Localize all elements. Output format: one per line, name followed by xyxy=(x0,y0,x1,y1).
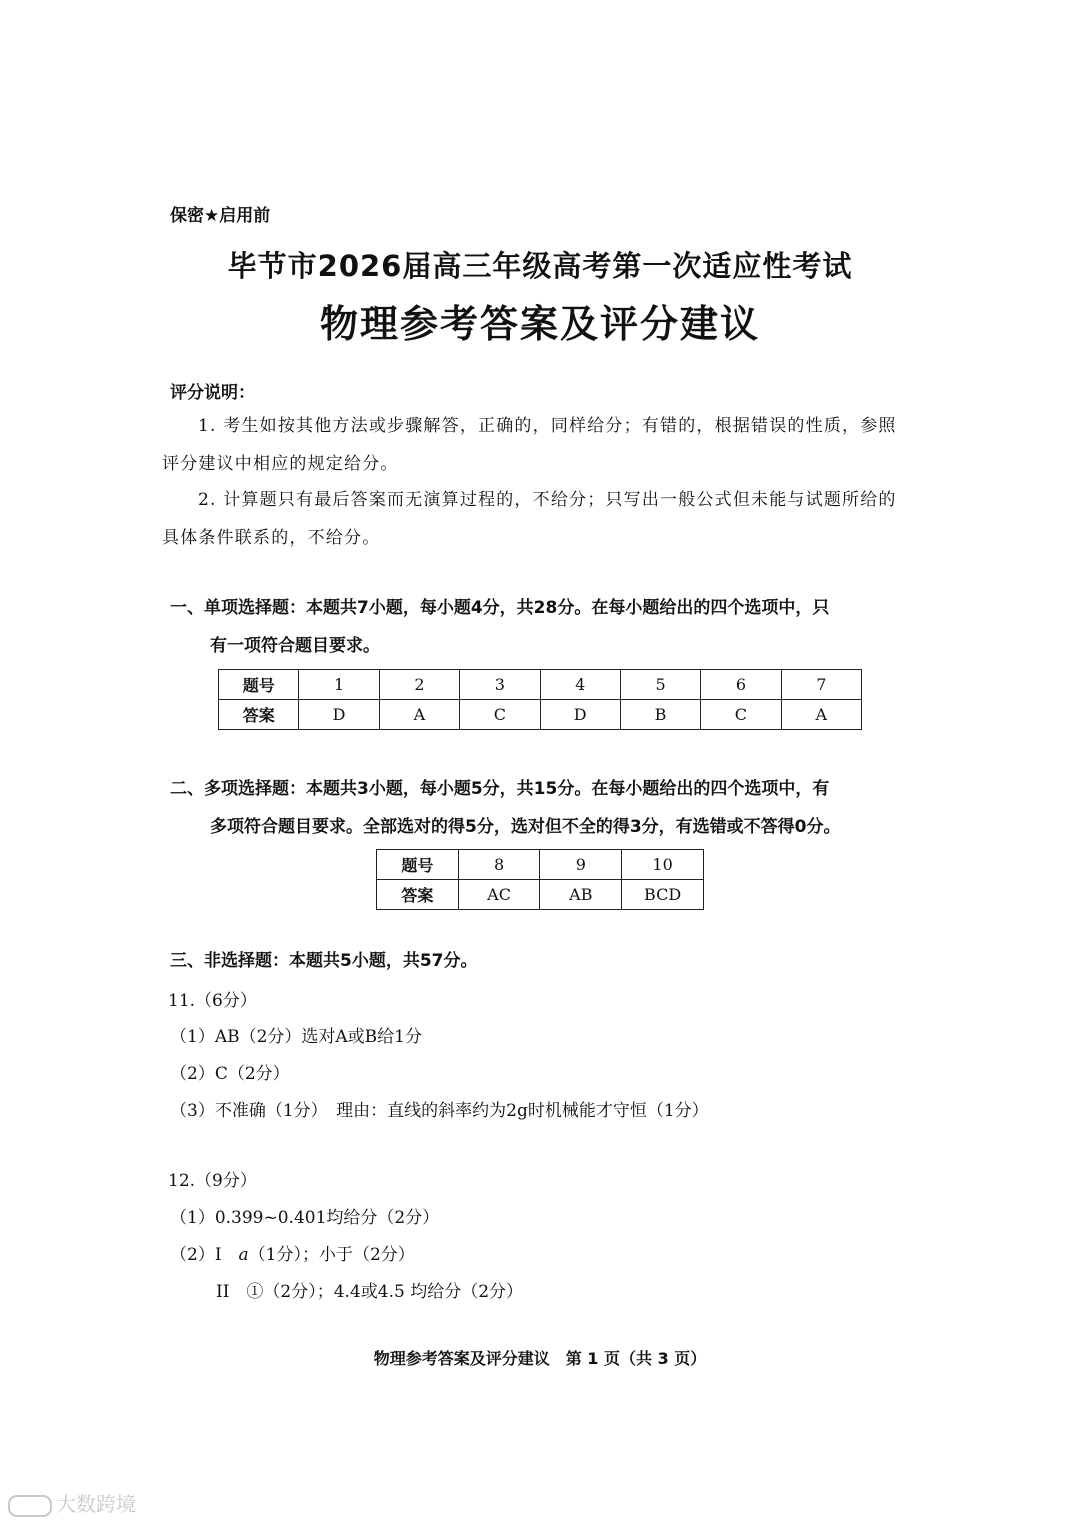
answer-cell: D xyxy=(299,700,379,730)
table-row-label: 答案 xyxy=(219,700,299,730)
question-number: 9 xyxy=(540,850,622,880)
table-row-label: 题号 xyxy=(219,670,299,700)
question-12-part-3: II ①（2分）；4.4或4.5 均给分（2分） xyxy=(216,1282,524,1302)
question-11-part-1: （1）AB（2分）选对A或B给1分 xyxy=(170,1027,422,1047)
table-row-label: 题号 xyxy=(377,850,459,880)
answer-cell: D xyxy=(540,700,620,730)
answer-cell: BCD xyxy=(622,880,704,910)
question-number: 8 xyxy=(458,850,540,880)
answer-cell: C xyxy=(701,700,781,730)
document-title: 物理参考答案及评分建议 xyxy=(319,302,760,346)
question-number: 1 xyxy=(299,670,379,700)
table-row xyxy=(377,880,704,910)
page-footer: 物理参考答案及评分建议 第 1 页（共 3 页） xyxy=(373,1349,707,1368)
single-choice-answer-table xyxy=(218,669,862,730)
question-number: 4 xyxy=(540,670,620,700)
watermark-logo-icon xyxy=(8,1495,52,1517)
question-number: 2 xyxy=(379,670,459,700)
question-number: 7 xyxy=(781,670,861,700)
section-3-heading: 三、非选择题：本题共5小题，共57分。 xyxy=(170,951,478,971)
grading-note-2: 2. 计算题只有最后答案而无演算过程的，不给分；只写出一般公式但未能与试题所给的具体条件联系的，不给分。 xyxy=(162,490,897,548)
multiple-choice-answer-table xyxy=(376,849,704,910)
table-row xyxy=(219,700,862,730)
watermark: 大数跨境 xyxy=(8,1488,136,1517)
table-row xyxy=(377,850,704,880)
section-2-heading: 二、多项选择题：本题共3小题，每小题5分，共15分。在每小题给出的四个选项中，有 多项符合题目要求。全部选对的得5分，选对但不全的得3分，有选错或不答得0分。 xyxy=(170,779,841,837)
question-number: 6 xyxy=(701,670,781,700)
question-11-title: 11.（6分） xyxy=(168,991,257,1011)
variable-a: a xyxy=(238,1245,249,1265)
grading-note-1: 1. 考生如按其他方法或步骤解答，正确的，同样给分；有错的，根据错误的性质，参照评分建议中相应的规定给分。 xyxy=(162,416,897,474)
question-number: 10 xyxy=(622,850,704,880)
section-1-heading: 一、单项选择题：本题共7小题，每小题4分，共28分。在每小题给出的四个选项中，只 有一项符合题目要求。 xyxy=(170,598,830,656)
question-12-part-2: （2）I a（1分）；小于（2分） xyxy=(170,1245,415,1265)
question-12-part-1: （1）0.399~0.401均给分（2分） xyxy=(170,1208,440,1228)
answer-cell: A xyxy=(781,700,861,730)
answer-cell: B xyxy=(620,700,700,730)
question-12-title: 12.（9分） xyxy=(168,1171,257,1191)
question-11-part-3: （3）不准确（1分） 理由：直线的斜率约为2g时机械能才守恒（1分） xyxy=(170,1101,709,1121)
answer-cell: AC xyxy=(458,880,540,910)
table-row-label: 答案 xyxy=(377,880,459,910)
exam-title: 毕节市2026届高三年级高考第一次适应性考试 xyxy=(227,249,853,283)
answer-cell: A xyxy=(379,700,459,730)
question-number: 5 xyxy=(620,670,700,700)
table-row xyxy=(219,670,862,700)
question-11-part-2: （2）C（2分） xyxy=(170,1064,290,1084)
confidential-label: 保密★启用前 xyxy=(170,206,271,226)
answer-cell: C xyxy=(460,700,540,730)
answer-cell: AB xyxy=(540,880,622,910)
grading-notes-heading: 评分说明： xyxy=(170,383,255,403)
question-number: 3 xyxy=(460,670,540,700)
